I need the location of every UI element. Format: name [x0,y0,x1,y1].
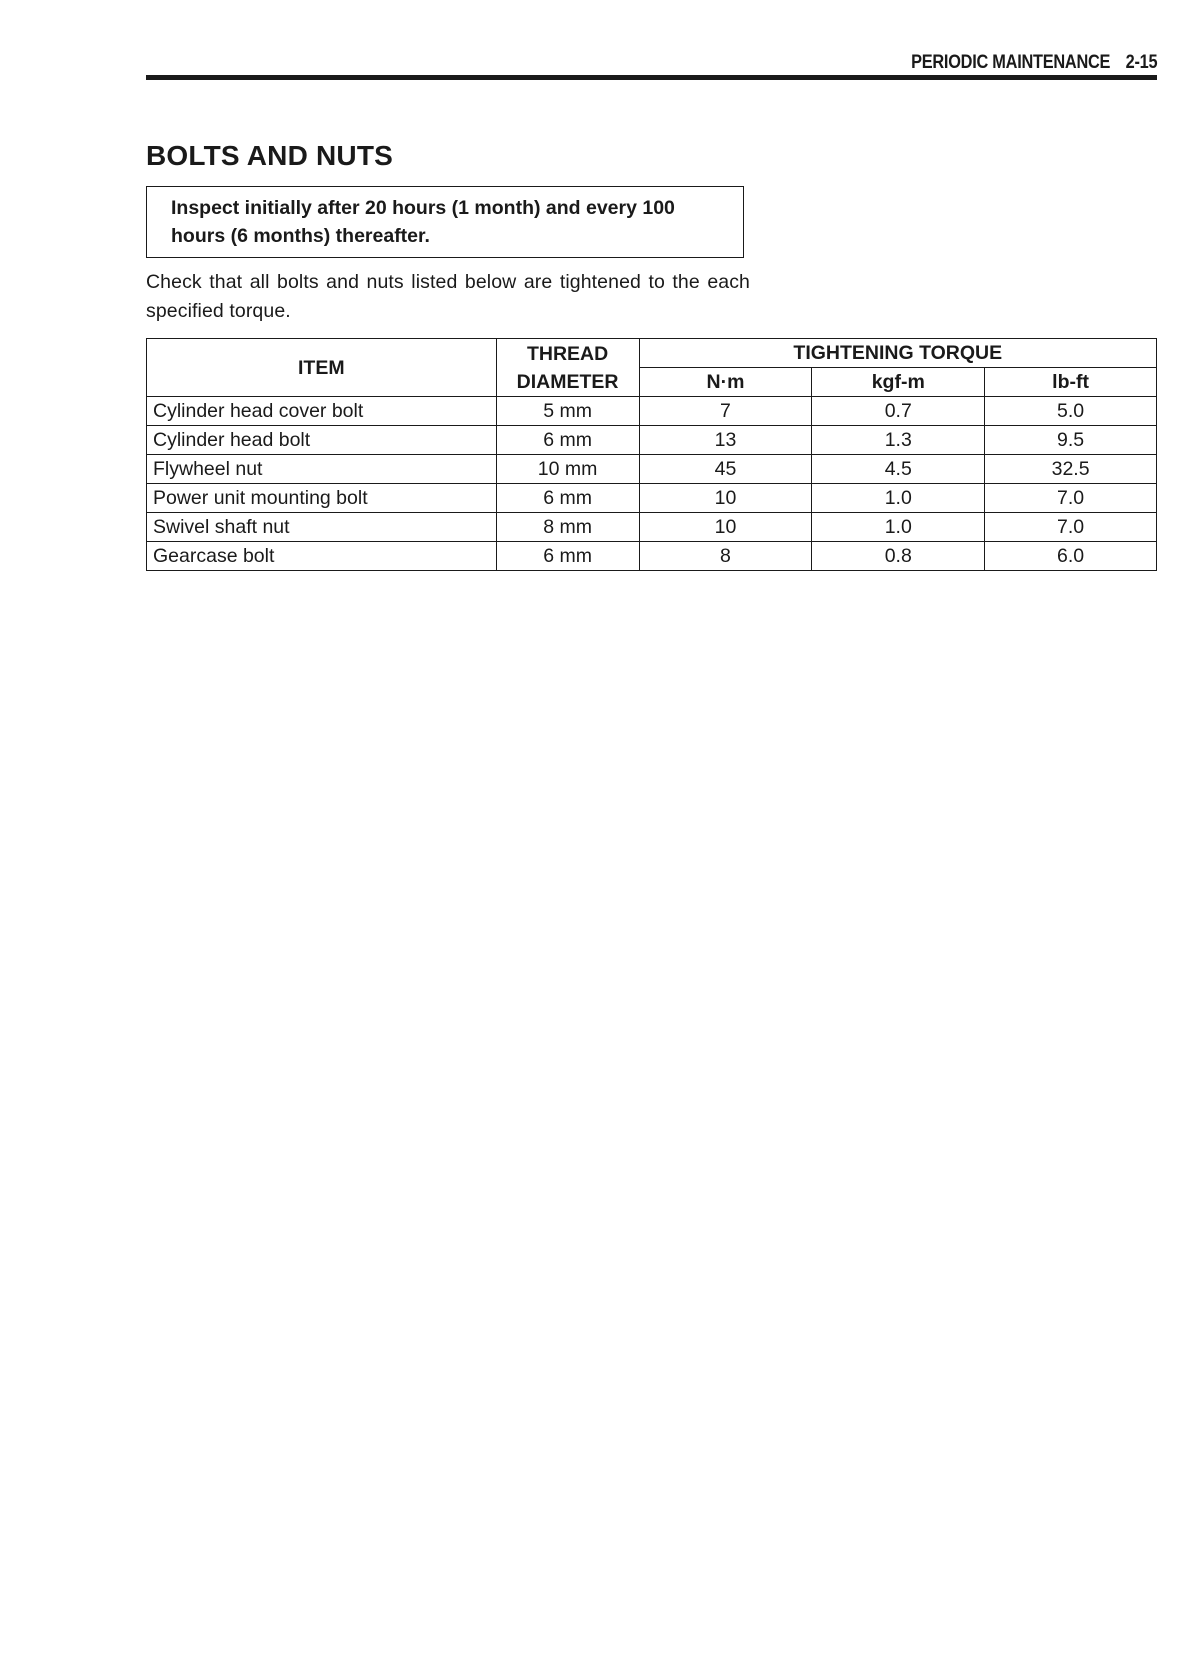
cell-nm: 10 [639,513,812,542]
cell-kgf: 1.0 [812,513,985,542]
cell-item: Flywheel nut [147,455,497,484]
torque-table [146,338,1157,571]
header-tightening-torque: TIGHTENING TORQUE [639,339,1156,368]
header-nm: N·m [639,368,812,397]
cell-kgf: 4.5 [812,455,985,484]
table-header-row [147,339,1157,368]
cell-item: Gearcase bolt [147,542,497,571]
cell-nm: 8 [639,542,812,571]
cell-lbft: 6.0 [985,542,1157,571]
cell-thread: 8 mm [496,513,639,542]
cell-nm: 10 [639,484,812,513]
header-thread-line2: DIAMETER [516,370,619,393]
cell-lbft: 32.5 [985,455,1157,484]
table-row [147,484,1157,513]
intro-paragraph: Check that all bolts and nuts listed below are tightened to the each specified torque. [146,271,750,322]
cell-kgf: 0.7 [812,397,985,426]
cell-kgf: 0.8 [812,542,985,571]
cell-lbft: 7.0 [985,484,1157,513]
running-header [911,52,1157,74]
section-title: BOLTS AND NUTS [146,140,394,171]
header-lb-ft: lb-ft [985,368,1157,397]
cell-thread: 10 mm [496,455,639,484]
cell-item: Power unit mounting bolt [147,484,497,513]
cell-lbft: 9.5 [985,426,1157,455]
table-row [147,397,1157,426]
table-row [147,542,1157,571]
cell-kgf: 1.0 [812,484,985,513]
table-row [147,513,1157,542]
cell-thread: 6 mm [496,484,639,513]
cell-item: Cylinder head cover bolt [147,397,497,426]
cell-thread: 6 mm [496,426,639,455]
cell-nm: 7 [639,397,812,426]
header-section-title: PERIODIC MAINTENANCE [910,52,1110,73]
cell-nm: 45 [639,455,812,484]
table-row [147,426,1157,455]
cell-thread: 5 mm [496,397,639,426]
cell-thread: 6 mm [496,542,639,571]
cell-kgf: 1.3 [812,426,985,455]
header-kgf-m: kgf-m [812,368,985,397]
cell-item: Swivel shaft nut [147,513,497,542]
table-row [147,455,1157,484]
inspection-interval-note: Inspect initially after 20 hours (1 month) and every 100 hours (6 months) thereafter. [146,186,744,258]
cell-lbft: 5.0 [985,397,1157,426]
cell-nm: 13 [639,426,812,455]
cell-lbft: 7.0 [985,513,1157,542]
header-thread-diameter [496,339,639,397]
page-number: 2-15 [1125,52,1157,73]
page-header [146,50,1157,80]
cell-item: Cylinder head bolt [147,426,497,455]
header-thread-line1: THREAD [526,342,609,365]
header-item: ITEM [147,339,497,397]
